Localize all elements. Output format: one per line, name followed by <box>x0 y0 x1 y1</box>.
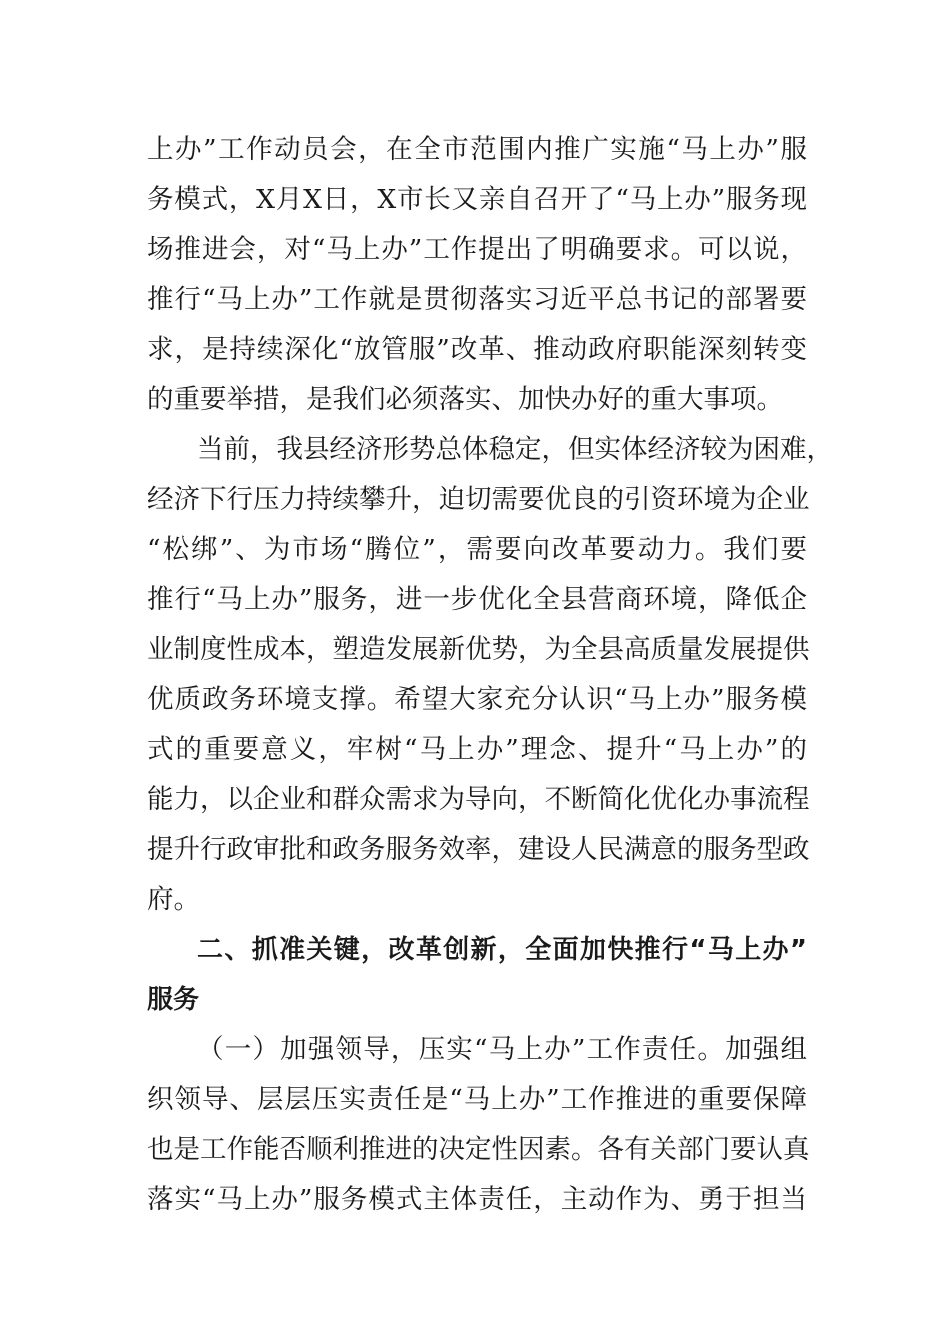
subsection-first-line: （一）加强领导，压实“马上办”工作责任。加强组 <box>197 1034 807 1065</box>
text-line: 织领导、层层压实责任是“马上办”工作推进的重要保障 <box>147 1084 807 1115</box>
paragraph-first-line: 当前，我县经济形势总体稳定，但实体经济较为困难， <box>197 434 833 465</box>
text-line: 上办”工作动员会，在全市范围内推广实施“马上办”服 <box>147 134 807 165</box>
text-line: 推行“马上办”工作就是贯彻落实习近平总书记的部署要 <box>147 284 807 315</box>
section-heading-continued: 服务 <box>147 985 200 1015</box>
text-line: “松绑”、为市场“腾位”，需要向改革要动力。我们要 <box>147 534 807 565</box>
text-line: 府。 <box>147 884 200 915</box>
text-line: 推行“马上办”服务，进一步优化全县营商环境，降低企 <box>147 584 807 615</box>
text-line: 也是工作能否顺利推进的决定性因素。各有关部门要认真 <box>147 1134 810 1165</box>
text-line: 场推进会，对“马上办”工作提出了明确要求。可以说， <box>147 234 807 265</box>
section-heading: 二、抓准关键，改革创新，全面加快推行“马上办” <box>197 935 807 965</box>
text-line: 求，是持续深化“放管服”改革、推动政府职能深刻转变 <box>147 334 807 365</box>
text-line: 经济下行压力持续攀升，迫切需要优良的引资环境为企业 <box>147 484 810 515</box>
text-line: 务模式，X月X日，X市长又亲自召开了“马上办”服务现 <box>147 184 807 215</box>
text-line: 式的重要意义，牢树“马上办”理念、提升“马上办”的 <box>147 734 807 765</box>
text-line: 提升行政审批和政务服务效率，建设人民满意的服务型政 <box>147 834 810 865</box>
text-line: 的重要举措，是我们必须落实、加快办好的重大事项。 <box>147 384 783 415</box>
text-line: 能力，以企业和群众需求为导向，不断简化优化办事流程 <box>147 784 810 815</box>
text-line: 落实“马上办”服务模式主体责任，主动作为、勇于担当 <box>147 1184 807 1215</box>
text-line: 优质政务环境支撑。希望大家充分认识“马上办”服务模 <box>147 684 807 715</box>
text-line: 业制度性成本，塑造发展新优势，为全县高质量发展提供 <box>147 634 810 665</box>
